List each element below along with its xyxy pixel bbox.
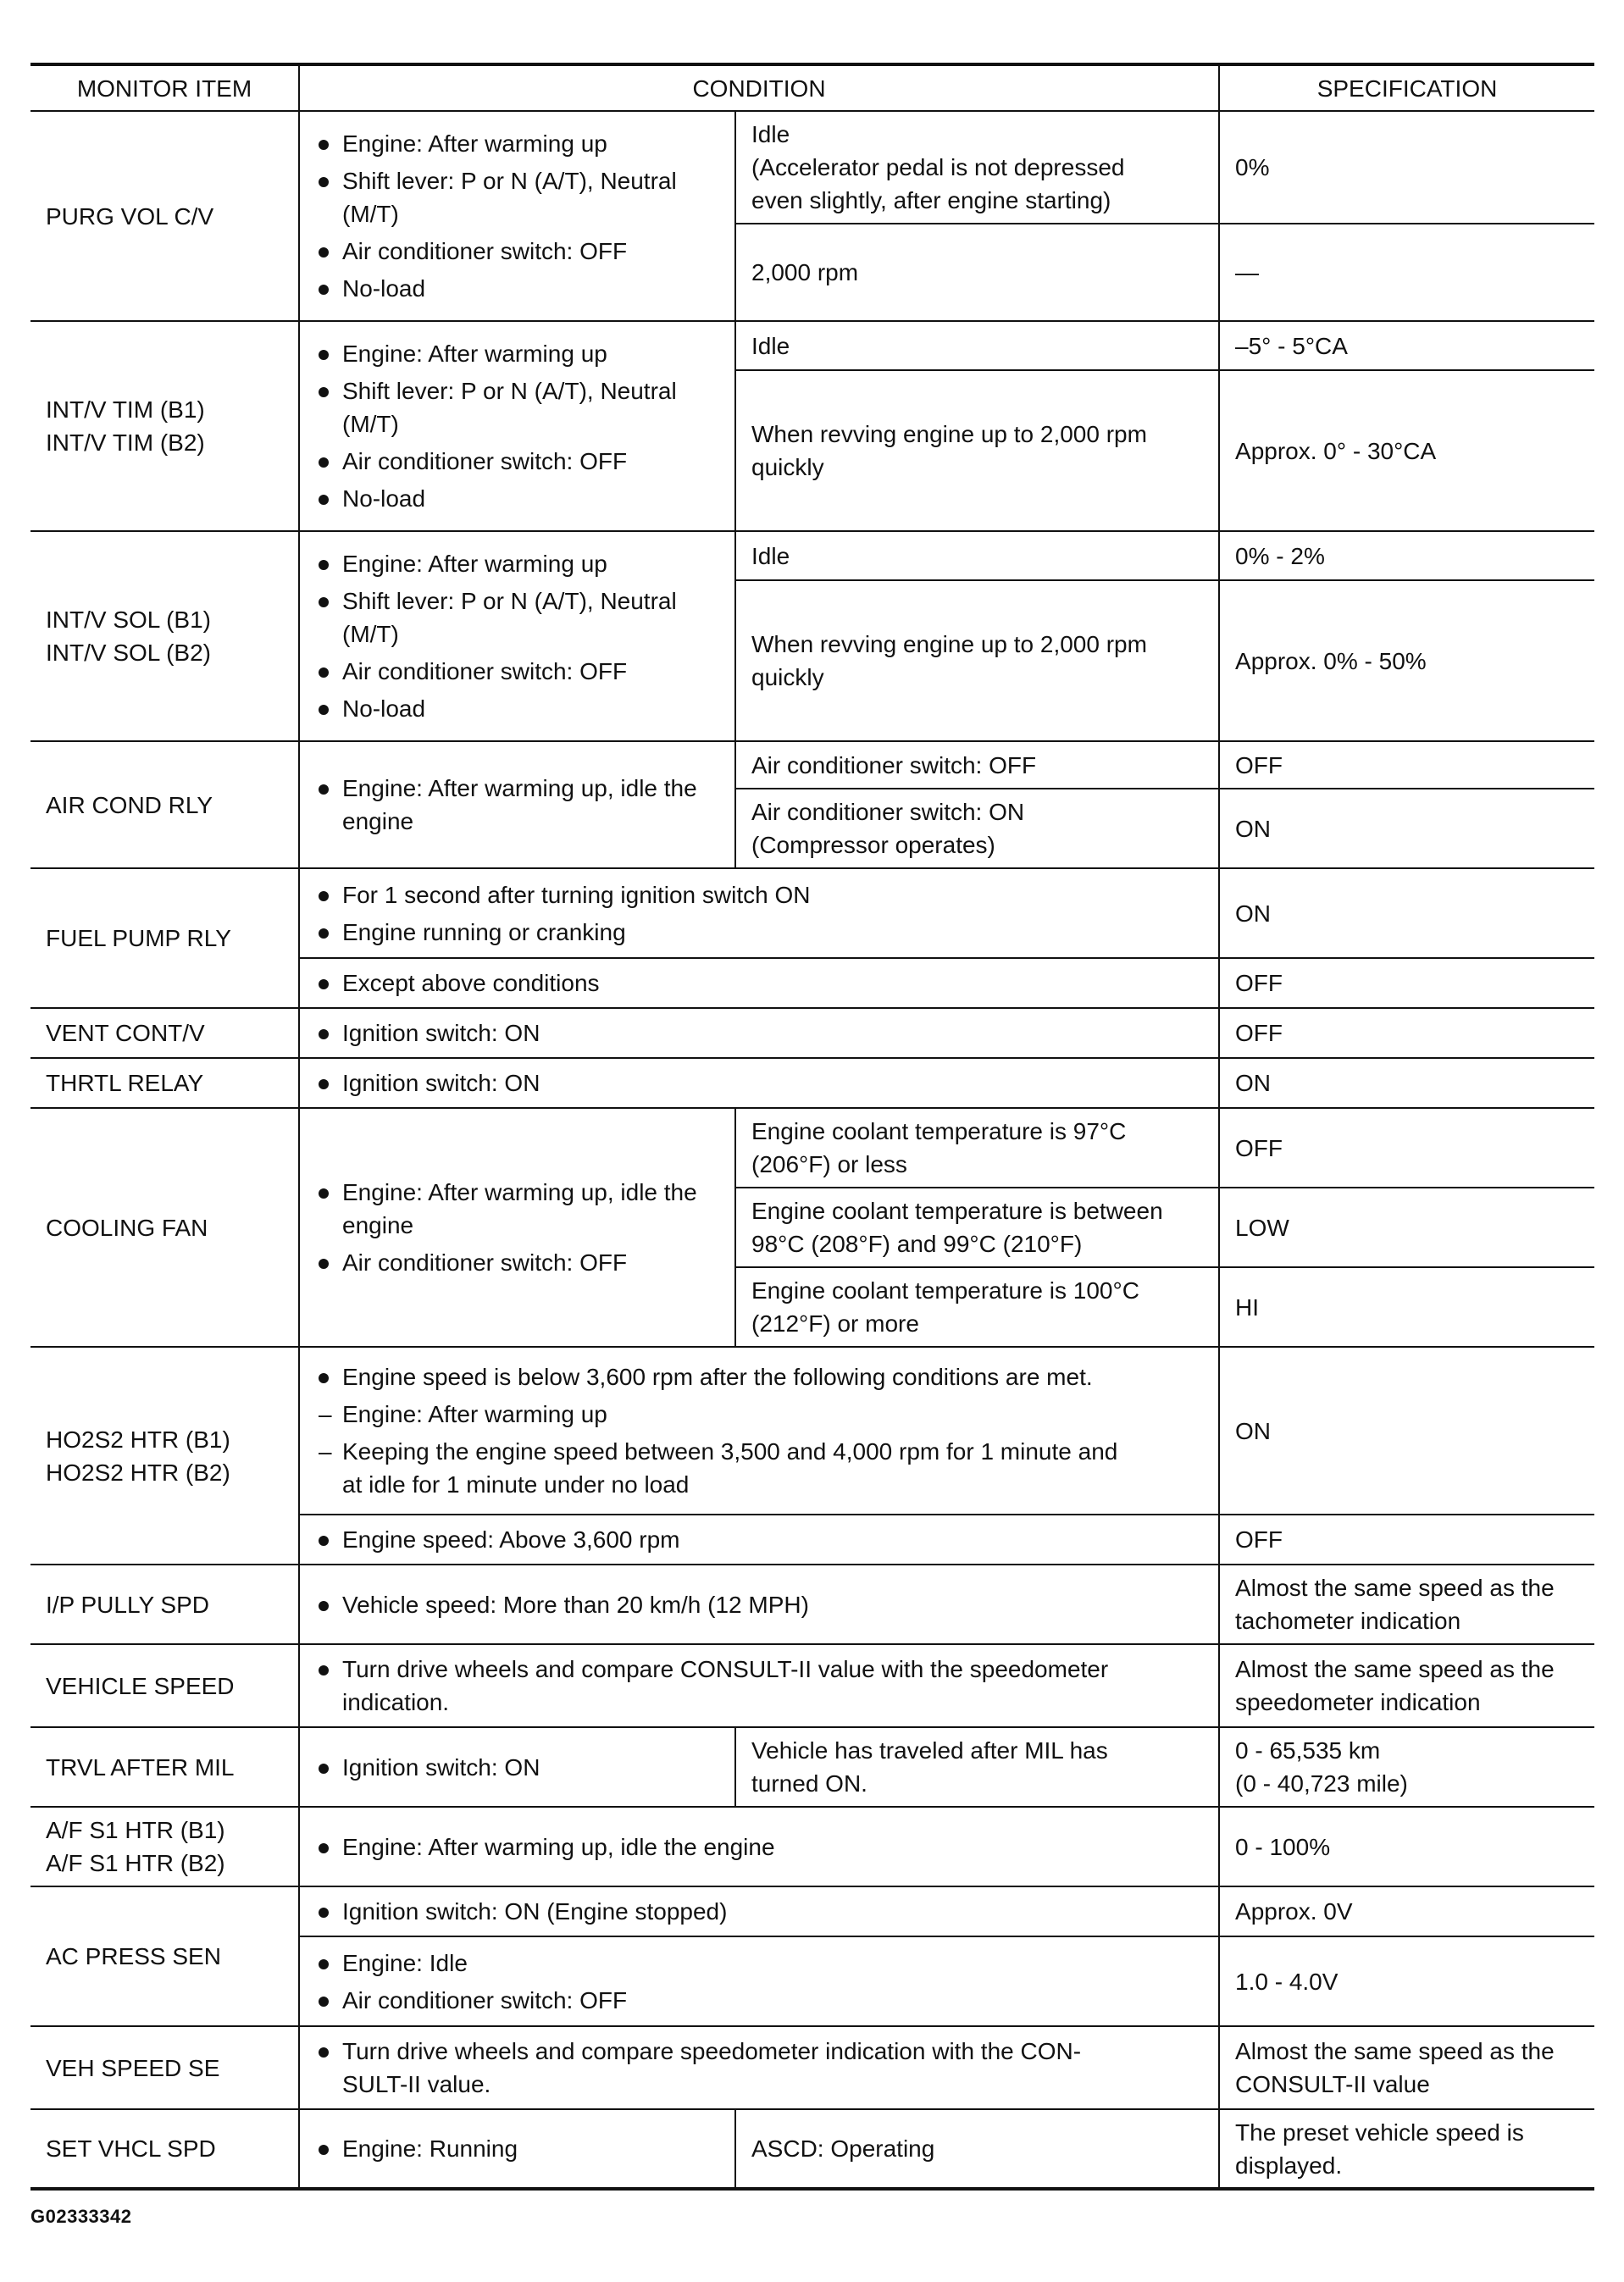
table-row [30, 1807, 1594, 1886]
text-line: Turn drive wheels and compare CONSULT-II value with the speedometer [342, 1656, 1109, 1682]
condition-cell [299, 2109, 735, 2189]
text-line: Engine coolant temperature is between [751, 1198, 1163, 1224]
sub-condition-cell: Air conditioner switch: OFF [735, 741, 1219, 789]
monitor-item: AIR COND RLY [30, 741, 299, 868]
condition-cell [299, 868, 1219, 958]
text-line: SULT-II value. [342, 2071, 491, 2097]
table-row [30, 1727, 1594, 1807]
monitor-item: SET VHCL SPD [30, 2109, 299, 2189]
monitor-item: THRTL RELAY [30, 1058, 299, 1108]
condition-bullet: No-load [315, 692, 719, 725]
sub-condition-cell [735, 1727, 1219, 1807]
table-row [30, 1108, 1594, 1188]
sub-condition-cell [735, 1267, 1219, 1347]
text-line: turned ON. [751, 1770, 867, 1797]
monitor-item: VEH SPEED SE [30, 2026, 299, 2109]
text-line: HO2S2 HTR (B1) [46, 1426, 230, 1453]
condition-cell [299, 1515, 1219, 1565]
figure-code: G02333342 [30, 2206, 132, 2227]
spec-value [1219, 2109, 1594, 2189]
spec-value [1219, 1644, 1594, 1727]
condition-cell [299, 1886, 1219, 1936]
condition-bullet: Shift lever: P or N (A/T), Neutral (M/T) [315, 584, 719, 651]
table-row [30, 1058, 1594, 1108]
text-line: The preset vehicle speed is [1235, 2119, 1524, 2146]
text-line: speedometer indication [1235, 1689, 1481, 1715]
condition-bullet: For 1 second after turning ignition switch ON [315, 878, 1203, 911]
monitor-item: TRVL AFTER MIL [30, 1727, 299, 1807]
text-line: 98°C (208°F) and 99°C (210°F) [751, 1231, 1083, 1257]
text-line: INT/V SOL (B1) [46, 607, 212, 633]
text-line: When revving engine up to 2,000 rpm [751, 631, 1147, 657]
table-row [30, 868, 1594, 958]
text-line: – Keeping the engine speed between 3,500 and 4,000 rpm for 1 minute and [342, 1438, 1118, 1465]
condition-bullet: Shift lever: P or N (A/T), Neutral (M/T) [315, 164, 719, 230]
spec-table-page [30, 63, 1594, 2191]
spec-value: –5° - 5°CA [1219, 321, 1594, 370]
monitor-item: VENT CONT/V [30, 1008, 299, 1058]
text-line: HO2S2 HTR (B2) [46, 1459, 230, 1486]
text-line: CONSULT-II value [1235, 2071, 1430, 2097]
text-line: Engine coolant temperature is 100°C [751, 1277, 1139, 1304]
table-header-row [30, 64, 1594, 111]
condition-bullet: Engine: After warming up [315, 547, 719, 580]
sub-condition-cell: 2,000 rpm [735, 224, 1219, 321]
table-row [30, 1644, 1594, 1727]
text-line: INT/V TIM (B2) [46, 429, 205, 456]
monitor-item: COOLING FAN [30, 1108, 299, 1347]
condition-bullet: Ignition switch: ON (Engine stopped) [315, 1895, 1203, 1928]
condition-bullet: Engine running or cranking [315, 916, 1203, 949]
text-line: INT/V TIM (B1) [46, 396, 205, 423]
monitor-spec-table [30, 63, 1594, 2191]
text-line: 0 - 65,535 km [1235, 1737, 1381, 1764]
sub-condition-cell [735, 370, 1219, 531]
spec-value: LOW [1219, 1188, 1594, 1267]
text-line: indication. [342, 1689, 450, 1715]
spec-value: Approx. 0° - 30°CA [1219, 370, 1594, 531]
spec-value [1219, 2026, 1594, 2109]
text-line: at idle for 1 minute under no load [342, 1471, 690, 1498]
condition-cell [299, 1565, 1219, 1644]
condition-cell [299, 1008, 1219, 1058]
text-line: tachometer indication [1235, 1608, 1461, 1634]
table-row [30, 111, 1594, 224]
condition-cell [299, 1644, 1219, 1727]
table-row [30, 1008, 1594, 1058]
condition-bullet: Engine: After warming up, idle the engine [315, 1831, 1203, 1864]
text-line: A/F S1 HTR (B2) [46, 1850, 225, 1876]
table-row [30, 2026, 1594, 2109]
text-line: even slightly, after engine starting) [751, 187, 1111, 213]
condition-bullet: Ignition switch: ON [315, 1751, 719, 1784]
text-line: When revving engine up to 2,000 rpm [751, 421, 1147, 447]
text-line: (Compressor operates) [751, 832, 995, 858]
text-line: Air conditioner switch: ON [751, 799, 1025, 825]
condition-dash-item [315, 1435, 1203, 1501]
spec-value: ON [1219, 1347, 1594, 1515]
header-monitor-item: MONITOR ITEM [30, 64, 299, 111]
spec-value: ON [1219, 1058, 1594, 1108]
table-row [30, 1347, 1594, 1515]
condition-bullet: No-load [315, 482, 719, 515]
spec-value [1219, 1727, 1594, 1807]
sub-condition-cell [735, 580, 1219, 741]
spec-value [1219, 1565, 1594, 1644]
sub-condition-cell: Idle [735, 321, 1219, 370]
condition-cell [299, 1727, 735, 1807]
condition-bullet: Air conditioner switch: OFF [315, 1246, 719, 1279]
text-line: INT/V SOL (B2) [46, 640, 212, 666]
condition-bullet [315, 1653, 1203, 1719]
condition-cell [299, 958, 1219, 1008]
condition-bullet: Air conditioner switch: OFF [315, 1984, 1203, 2017]
header-condition: CONDITION [299, 64, 1219, 111]
table-row [30, 1886, 1594, 1936]
text-line: Almost the same speed as the [1235, 2038, 1555, 2064]
monitor-item [30, 531, 299, 741]
condition-bullet: Except above conditions [315, 967, 1203, 1000]
condition-bullet: Air conditioner switch: OFF [315, 235, 719, 268]
spec-value: 0% - 2% [1219, 531, 1594, 580]
condition-cell [299, 1058, 1219, 1108]
spec-value: OFF [1219, 1008, 1594, 1058]
spec-value: 1.0 - 4.0V [1219, 1936, 1594, 2026]
text-line: Vehicle has traveled after MIL has [751, 1737, 1108, 1764]
sub-condition-cell: ASCD: Operating [735, 2109, 1219, 2189]
condition-cell [299, 1347, 1219, 1515]
condition-cell [299, 2026, 1219, 2109]
text-line: (212°F) or more [751, 1310, 919, 1337]
table-row [30, 2109, 1594, 2189]
condition-cell [299, 1807, 1219, 1886]
spec-value: OFF [1219, 1515, 1594, 1565]
monitor-item: FUEL PUMP RLY [30, 868, 299, 1008]
condition-cell [299, 1108, 735, 1347]
spec-value: OFF [1219, 741, 1594, 789]
sub-condition-cell [735, 789, 1219, 868]
spec-value: 0 - 100% [1219, 1807, 1594, 1886]
condition-bullet: Air conditioner switch: OFF [315, 655, 719, 688]
text-line: A/F S1 HTR (B1) [46, 1817, 225, 1843]
condition-bullet: Engine: Running [315, 2132, 719, 2165]
condition-cell [299, 741, 735, 868]
text-line: Almost the same speed as the [1235, 1575, 1555, 1601]
spec-value: ON [1219, 868, 1594, 958]
monitor-item: I/P PULLY SPD [30, 1565, 299, 1644]
condition-bullet: Engine: After warming up, idle the engine [315, 772, 719, 838]
sub-condition-cell [735, 111, 1219, 224]
text-line: (Accelerator pedal is not depressed [751, 154, 1125, 180]
table-row [30, 321, 1594, 370]
text-line: quickly [751, 664, 824, 690]
table-row [30, 1565, 1594, 1644]
condition-bullet: Shift lever: P or N (A/T), Neutral (M/T) [315, 374, 719, 440]
monitor-item [30, 321, 299, 531]
table-row [30, 531, 1594, 580]
monitor-item [30, 1347, 299, 1565]
condition-bullet: Engine: After warming up, idle the engine [315, 1176, 719, 1242]
condition-cell [299, 1936, 1219, 2026]
condition-bullet: Engine: After warming up [315, 127, 719, 160]
text-line: displayed. [1235, 2152, 1343, 2179]
sub-condition-cell: Idle [735, 531, 1219, 580]
sub-condition-cell [735, 1188, 1219, 1267]
header-specification: SPECIFICATION [1219, 64, 1594, 111]
spec-value: OFF [1219, 1108, 1594, 1188]
monitor-item: VEHICLE SPEED [30, 1644, 299, 1727]
condition-bullet: Ignition switch: ON [315, 1016, 1203, 1050]
sub-condition-cell [735, 1108, 1219, 1188]
text-line: Turn drive wheels and compare speedometer indication with the CON- [342, 2038, 1082, 2064]
monitor-item: PURG VOL C/V [30, 111, 299, 321]
text-line: Almost the same speed as the [1235, 1656, 1555, 1682]
table-row [30, 741, 1594, 789]
condition-bullet: Air conditioner switch: OFF [315, 445, 719, 478]
condition-bullet: No-load [315, 272, 719, 305]
condition-cell [299, 321, 735, 531]
text-line: (0 - 40,723 mile) [1235, 1770, 1408, 1797]
condition-cell [299, 531, 735, 741]
condition-bullet: Vehicle speed: More than 20 km/h (12 MPH) [315, 1588, 1203, 1621]
spec-value: Approx. 0V [1219, 1886, 1594, 1936]
spec-value: Approx. 0% - 50% [1219, 580, 1594, 741]
condition-bullet: Engine: Idle [315, 1947, 1203, 1980]
text-line: quickly [751, 454, 824, 480]
spec-value: OFF [1219, 958, 1594, 1008]
text-line: Idle [751, 121, 790, 147]
spec-value: HI [1219, 1267, 1594, 1347]
condition-cell [299, 111, 735, 321]
spec-value: — [1219, 224, 1594, 321]
condition-dash-item: – Engine: After warming up [315, 1398, 1203, 1431]
text-line: Engine coolant temperature is 97°C [751, 1118, 1127, 1144]
monitor-item: AC PRESS SEN [30, 1886, 299, 2026]
condition-bullet: Engine speed is below 3,600 rpm after the following conditions are met. [315, 1360, 1203, 1393]
condition-bullet [315, 2035, 1203, 2101]
condition-bullet: Ignition switch: ON [315, 1066, 1203, 1099]
monitor-item [30, 1807, 299, 1886]
condition-bullet: Engine: After warming up [315, 337, 719, 370]
condition-bullet: Engine speed: Above 3,600 rpm [315, 1523, 1203, 1556]
spec-value: ON [1219, 789, 1594, 868]
text-line: (206°F) or less [751, 1151, 907, 1177]
spec-value: 0% [1219, 111, 1594, 224]
